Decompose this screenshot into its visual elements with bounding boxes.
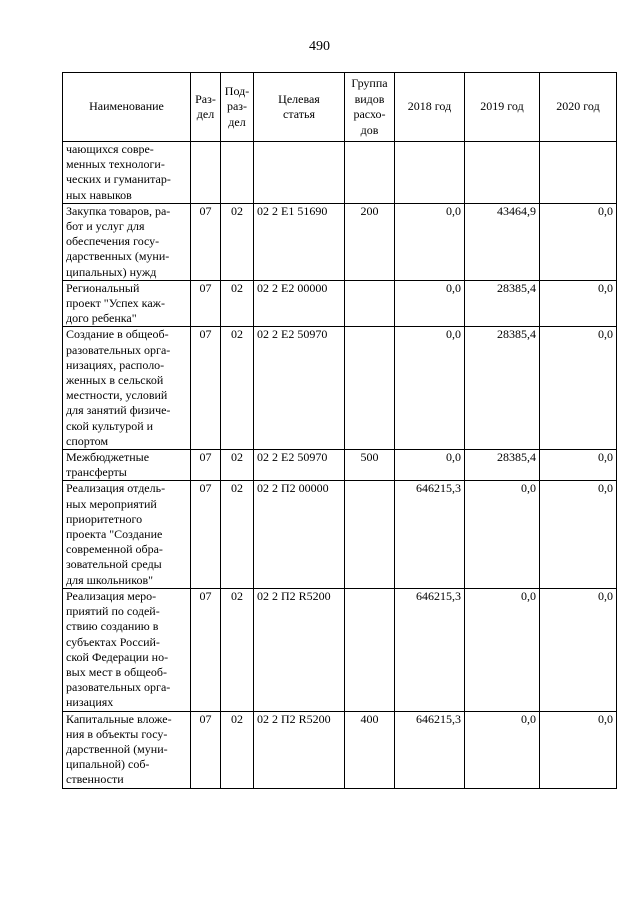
row-2020: 0,0 (540, 711, 617, 788)
row-gruppa: 400 (345, 711, 395, 788)
row-razdel: 07 (191, 481, 221, 588)
row-razdel: 07 (191, 450, 221, 481)
row-2019: 28385,4 (465, 450, 540, 481)
row-2019: 0,0 (465, 481, 540, 588)
row-name: Создание в общеоб- разовательных орга- низациях, располо- женных в сельской местности, условий для занятий физиче- ской культурой и спортом (63, 327, 191, 450)
row-razdel: 07 (191, 711, 221, 788)
row-name: Закупка товаров, ра- бот и услуг для обеспечения госу- дарственных (муни- ципальных) нужд (63, 203, 191, 280)
row-podrazdel: 02 (221, 327, 254, 450)
row-gruppa (345, 481, 395, 588)
row-2019: 0,0 (465, 711, 540, 788)
row-podrazdel: 02 (221, 203, 254, 280)
row-name: чающихся совре- менных технологи- ческих и гуманитар- ных навыков (63, 142, 191, 204)
table-row (63, 327, 617, 450)
budget-table (62, 72, 617, 789)
row-2018 (395, 142, 465, 204)
row-gruppa (345, 588, 395, 711)
row-podrazdel (221, 142, 254, 204)
row-name: Региональный проект "Успех каж- дого ребенка" (63, 280, 191, 327)
col-header-2018: 2018 год (395, 73, 465, 142)
row-2018: 646215,3 (395, 481, 465, 588)
row-2020 (540, 142, 617, 204)
row-razdel: 07 (191, 203, 221, 280)
row-name: Реализация отдель- ных мероприятий приоритетного проекта "Создание современной обра- зовательной среды для школьников" (63, 481, 191, 588)
row-podrazdel: 02 (221, 588, 254, 711)
row-podrazdel: 02 (221, 481, 254, 588)
table-row (63, 481, 617, 588)
table-row (63, 711, 617, 788)
row-celevaya-statya: 02 2 Е2 00000 (254, 280, 345, 327)
row-2018: 646215,3 (395, 588, 465, 711)
table-row (63, 142, 617, 204)
row-2020: 0,0 (540, 588, 617, 711)
row-2019 (465, 142, 540, 204)
row-celevaya-statya: 02 2 Е1 51690 (254, 203, 345, 280)
row-2018: 646215,3 (395, 711, 465, 788)
row-celevaya-statya: 02 2 П2 R5200 (254, 711, 345, 788)
row-name: Капитальные вложе- ния в объекты госу- дарственной (муни- ципальной) соб- ственности (63, 711, 191, 788)
row-2018: 0,0 (395, 327, 465, 450)
row-2019: 43464,9 (465, 203, 540, 280)
table-row (63, 280, 617, 327)
row-celevaya-statya: 02 2 П2 R5200 (254, 588, 345, 711)
row-podrazdel: 02 (221, 450, 254, 481)
row-2019: 0,0 (465, 588, 540, 711)
row-2018: 0,0 (395, 203, 465, 280)
row-razdel: 07 (191, 588, 221, 711)
col-header-2019: 2019 год (465, 73, 540, 142)
col-header-podrazdel: Под- раз- дел (221, 73, 254, 142)
row-celevaya-statya: 02 2 Е2 50970 (254, 450, 345, 481)
row-name: Межбюджетные трансферты (63, 450, 191, 481)
row-celevaya-statya: 02 2 Е2 50970 (254, 327, 345, 450)
col-header-razdel: Раз- дел (191, 73, 221, 142)
table-row (63, 450, 617, 481)
col-header-gruppa-vidov-rashodov: Группа видов расхо- дов (345, 73, 395, 142)
table-header-row (63, 73, 617, 142)
row-2019: 28385,4 (465, 280, 540, 327)
col-header-2020: 2020 год (540, 73, 617, 142)
col-header-celevaya-statya: Целевая статья (254, 73, 345, 142)
row-gruppa: 500 (345, 450, 395, 481)
row-celevaya-statya (254, 142, 345, 204)
col-header-name: Наименование (63, 73, 191, 142)
row-name: Реализация меро- приятий по содей- ствию созданию в субъектах Россий- ской Федерации но- вых мест в общеоб- разовательных орга- низациях (63, 588, 191, 711)
row-2019: 28385,4 (465, 327, 540, 450)
row-gruppa (345, 280, 395, 327)
row-razdel: 07 (191, 327, 221, 450)
row-2018: 0,0 (395, 450, 465, 481)
row-2020: 0,0 (540, 327, 617, 450)
table-row (63, 588, 617, 711)
row-podrazdel: 02 (221, 280, 254, 327)
row-2020: 0,0 (540, 280, 617, 327)
row-gruppa: 200 (345, 203, 395, 280)
row-2020: 0,0 (540, 481, 617, 588)
row-celevaya-statya: 02 2 П2 00000 (254, 481, 345, 588)
row-gruppa (345, 327, 395, 450)
page-number: 490 (309, 39, 330, 54)
table-row (63, 203, 617, 280)
row-2020: 0,0 (540, 203, 617, 280)
row-2020: 0,0 (540, 450, 617, 481)
row-gruppa (345, 142, 395, 204)
row-razdel: 07 (191, 280, 221, 327)
row-2018: 0,0 (395, 280, 465, 327)
row-podrazdel: 02 (221, 711, 254, 788)
row-razdel (191, 142, 221, 204)
